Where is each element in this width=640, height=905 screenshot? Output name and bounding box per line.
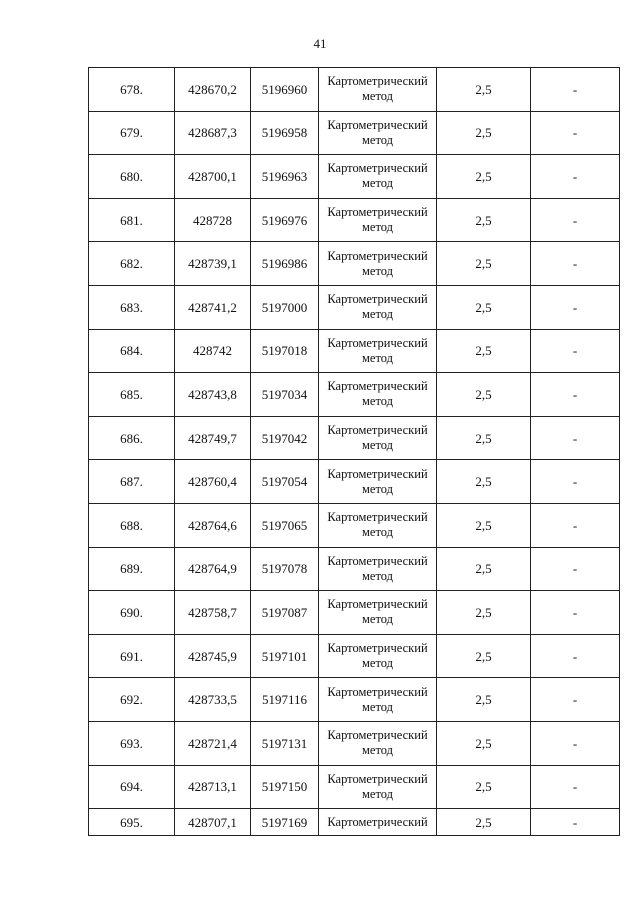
method-cell: [319, 678, 437, 722]
method-cell: [319, 503, 437, 547]
table-row: [89, 68, 620, 112]
coordinates-table-body: [89, 68, 620, 836]
method-text: Картометрический метод: [327, 553, 428, 583]
table-row: [89, 198, 620, 242]
note-cell: -: [531, 198, 620, 242]
point-number-cell: 689.: [89, 547, 175, 591]
method-cell: [319, 547, 437, 591]
note-cell: -: [531, 460, 620, 504]
page-number: 41: [313, 36, 327, 51]
table-row: [89, 809, 620, 836]
method-cell: [319, 809, 437, 836]
method-text: Картометрический метод: [327, 684, 428, 714]
point-number-cell: 685.: [89, 373, 175, 417]
method-cell: [319, 721, 437, 765]
method-text: Картометрический метод: [327, 423, 428, 453]
table-row: [89, 416, 620, 460]
point-number-cell: 695.: [89, 809, 175, 836]
x-coordinate-cell: 428764,6: [175, 503, 251, 547]
accuracy-cell: 2,5: [437, 721, 531, 765]
note-cell: -: [531, 111, 620, 155]
y-coordinate-cell: 5196958: [251, 111, 319, 155]
note-cell: -: [531, 329, 620, 373]
x-coordinate-cell: 428721,4: [175, 721, 251, 765]
table-row: [89, 634, 620, 678]
accuracy-cell: 2,5: [437, 155, 531, 199]
table-row: [89, 460, 620, 504]
accuracy-cell: 2,5: [437, 242, 531, 286]
method-cell: [319, 111, 437, 155]
table-row: [89, 503, 620, 547]
table-row: [89, 111, 620, 155]
accuracy-cell: 2,5: [437, 460, 531, 504]
y-coordinate-cell: 5197131: [251, 721, 319, 765]
table-row: [89, 547, 620, 591]
note-cell: -: [531, 634, 620, 678]
method-text: Картометрический метод: [327, 248, 428, 278]
x-coordinate-cell: 428700,1: [175, 155, 251, 199]
method-cell: [319, 198, 437, 242]
y-coordinate-cell: 5196986: [251, 242, 319, 286]
accuracy-cell: 2,5: [437, 678, 531, 722]
point-number-cell: 693.: [89, 721, 175, 765]
table-row: [89, 591, 620, 635]
y-coordinate-cell: 5197042: [251, 416, 319, 460]
point-number-cell: 678.: [89, 68, 175, 112]
method-text: Картометрический метод: [327, 597, 428, 627]
point-number-cell: 686.: [89, 416, 175, 460]
accuracy-cell: 2,5: [437, 111, 531, 155]
x-coordinate-cell: 428713,1: [175, 765, 251, 809]
y-coordinate-cell: 5196960: [251, 68, 319, 112]
accuracy-cell: 2,5: [437, 503, 531, 547]
note-cell: -: [531, 155, 620, 199]
point-number-cell: 679.: [89, 111, 175, 155]
x-coordinate-cell: 428741,2: [175, 285, 251, 329]
method-cell: [319, 329, 437, 373]
coordinates-table: [88, 67, 620, 836]
y-coordinate-cell: 5197034: [251, 373, 319, 417]
note-cell: -: [531, 373, 620, 417]
accuracy-cell: 2,5: [437, 591, 531, 635]
note-cell: -: [531, 242, 620, 286]
x-coordinate-cell: 428745,9: [175, 634, 251, 678]
note-cell: -: [531, 503, 620, 547]
method-text: Картометрический метод: [327, 641, 428, 671]
method-text: Картометрический метод: [327, 379, 428, 409]
method-text: Картометрический метод: [327, 74, 428, 104]
method-text: Картометрический метод: [327, 335, 428, 365]
x-coordinate-cell: 428743,8: [175, 373, 251, 417]
method-cell: [319, 591, 437, 635]
table-row: [89, 285, 620, 329]
accuracy-cell: 2,5: [437, 547, 531, 591]
x-coordinate-cell: 428758,7: [175, 591, 251, 635]
method-text: Картометрический метод: [327, 292, 428, 322]
x-coordinate-cell: 428707,1: [175, 809, 251, 836]
y-coordinate-cell: 5197065: [251, 503, 319, 547]
accuracy-cell: 2,5: [437, 373, 531, 417]
x-coordinate-cell: 428742: [175, 329, 251, 373]
accuracy-cell: 2,5: [437, 68, 531, 112]
y-coordinate-cell: 5197018: [251, 329, 319, 373]
method-cell: [319, 765, 437, 809]
x-coordinate-cell: 428764,9: [175, 547, 251, 591]
table-row: [89, 155, 620, 199]
y-coordinate-cell: 5197169: [251, 809, 319, 836]
point-number-cell: 691.: [89, 634, 175, 678]
table-row: [89, 678, 620, 722]
note-cell: -: [531, 591, 620, 635]
y-coordinate-cell: 5196976: [251, 198, 319, 242]
point-number-cell: 690.: [89, 591, 175, 635]
method-text: Картометрический метод: [327, 510, 428, 540]
note-cell: -: [531, 547, 620, 591]
y-coordinate-cell: 5197054: [251, 460, 319, 504]
x-coordinate-cell: 428760,4: [175, 460, 251, 504]
method-cell: [319, 242, 437, 286]
method-text: Картометрический метод: [327, 771, 428, 801]
point-number-cell: 687.: [89, 460, 175, 504]
method-cell: [319, 460, 437, 504]
accuracy-cell: 2,5: [437, 765, 531, 809]
point-number-cell: 683.: [89, 285, 175, 329]
x-coordinate-cell: 428733,5: [175, 678, 251, 722]
x-coordinate-cell: 428749,7: [175, 416, 251, 460]
method-cell: [319, 373, 437, 417]
note-cell: -: [531, 678, 620, 722]
accuracy-cell: 2,5: [437, 329, 531, 373]
method-cell: [319, 416, 437, 460]
table-row: [89, 373, 620, 417]
table-row: [89, 329, 620, 373]
method-text: Картометрический метод: [327, 117, 428, 147]
method-cell: [319, 285, 437, 329]
accuracy-cell: 2,5: [437, 198, 531, 242]
accuracy-cell: 2,5: [437, 416, 531, 460]
note-cell: -: [531, 68, 620, 112]
accuracy-cell: 2,5: [437, 285, 531, 329]
y-coordinate-cell: 5197000: [251, 285, 319, 329]
x-coordinate-cell: 428687,3: [175, 111, 251, 155]
x-coordinate-cell: 428728: [175, 198, 251, 242]
y-coordinate-cell: 5196963: [251, 155, 319, 199]
note-cell: -: [531, 809, 620, 836]
accuracy-cell: 2,5: [437, 809, 531, 836]
table-row: [89, 242, 620, 286]
accuracy-cell: 2,5: [437, 634, 531, 678]
method-cell: [319, 634, 437, 678]
y-coordinate-cell: 5197087: [251, 591, 319, 635]
y-coordinate-cell: 5197116: [251, 678, 319, 722]
table-row: [89, 765, 620, 809]
method-text: Картометрический метод: [327, 161, 428, 191]
note-cell: -: [531, 416, 620, 460]
y-coordinate-cell: 5197078: [251, 547, 319, 591]
method-text: Картометрический метод: [327, 466, 428, 496]
method-cell: [319, 155, 437, 199]
point-number-cell: 694.: [89, 765, 175, 809]
point-number-cell: 692.: [89, 678, 175, 722]
method-cell: [319, 68, 437, 112]
method-text: Картометрический метод: [327, 205, 428, 235]
y-coordinate-cell: 5197150: [251, 765, 319, 809]
method-text: Картометрический: [327, 814, 428, 829]
y-coordinate-cell: 5197101: [251, 634, 319, 678]
point-number-cell: 688.: [89, 503, 175, 547]
x-coordinate-cell: 428670,2: [175, 68, 251, 112]
note-cell: -: [531, 721, 620, 765]
point-number-cell: 682.: [89, 242, 175, 286]
point-number-cell: 684.: [89, 329, 175, 373]
point-number-cell: 680.: [89, 155, 175, 199]
note-cell: -: [531, 765, 620, 809]
point-number-cell: 681.: [89, 198, 175, 242]
x-coordinate-cell: 428739,1: [175, 242, 251, 286]
note-cell: -: [531, 285, 620, 329]
table-row: [89, 721, 620, 765]
method-text: Картометрический метод: [327, 728, 428, 758]
